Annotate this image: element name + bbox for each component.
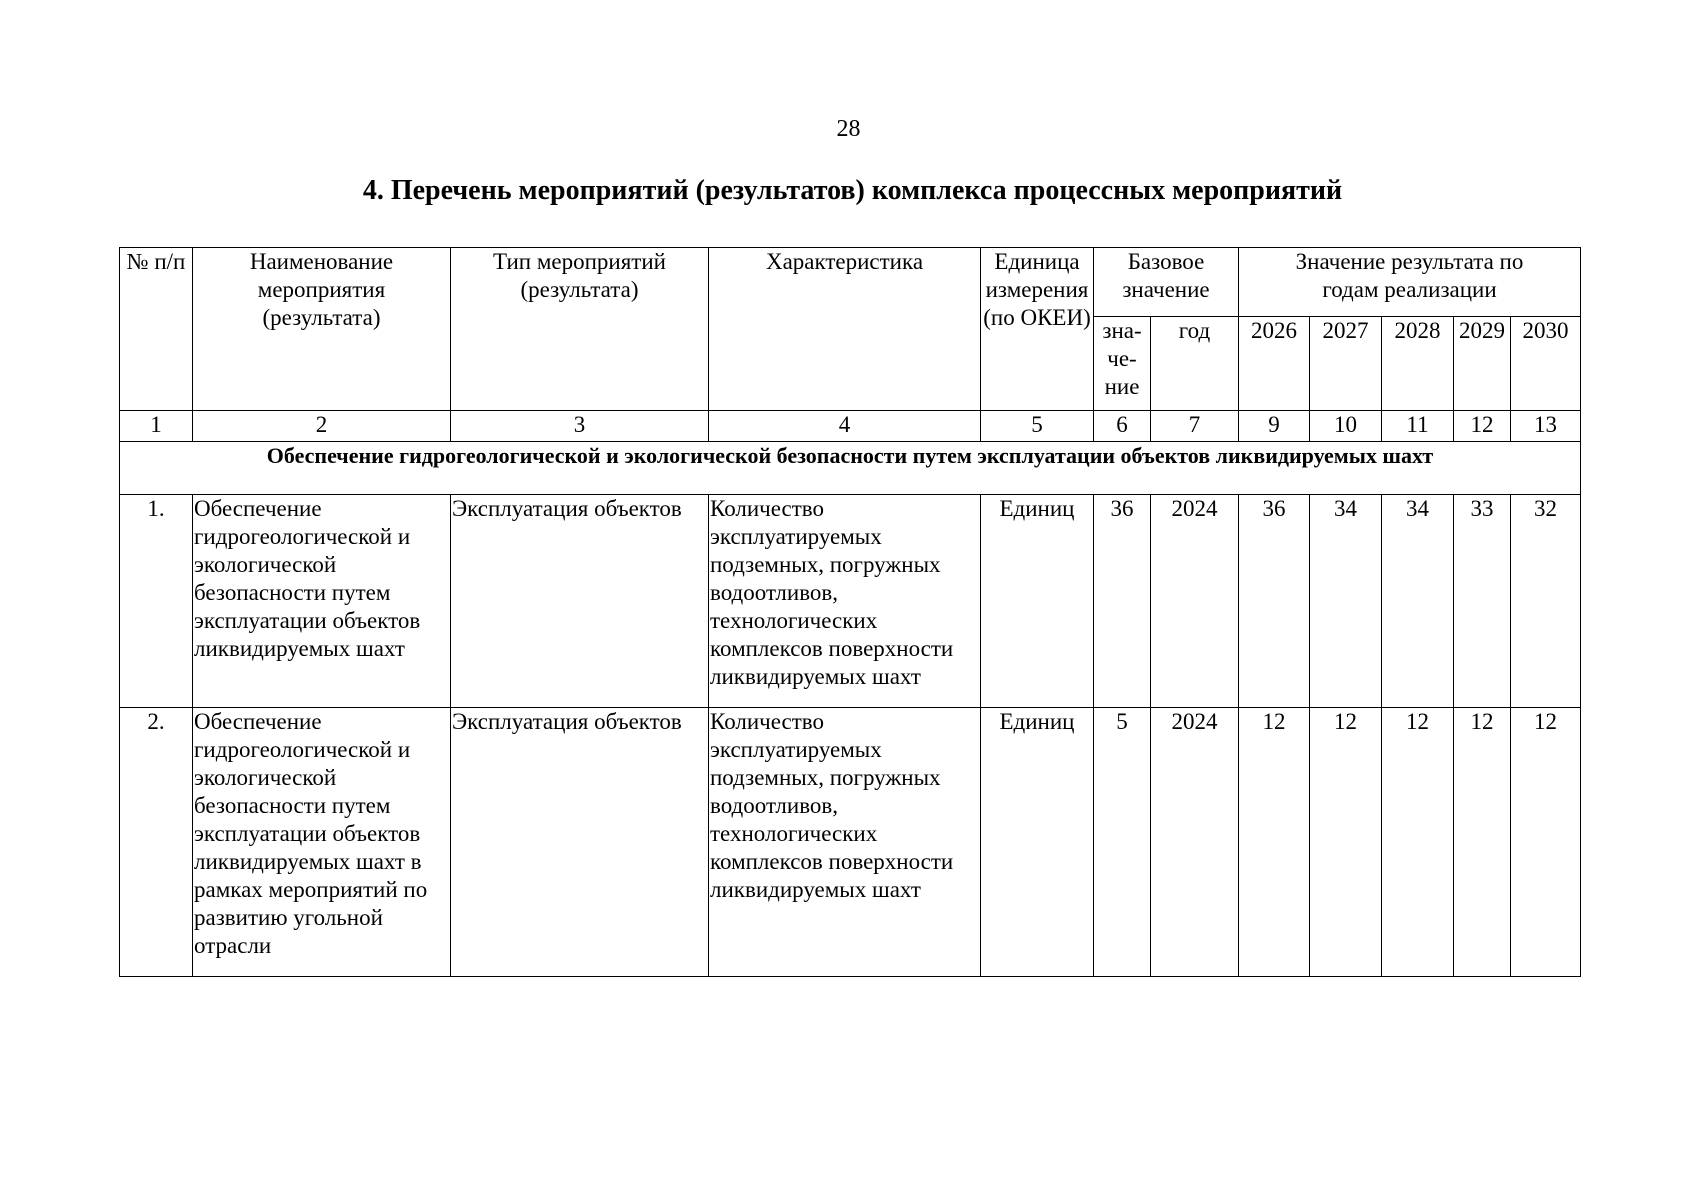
- column-number: 12: [1454, 411, 1511, 442]
- header-type: Тип мероприятий (результата): [451, 248, 709, 411]
- measures-table: [119, 247, 1581, 977]
- row-base-year: 2024: [1151, 495, 1239, 708]
- row-value-2026: 36: [1239, 495, 1310, 708]
- header-base-value: зна-че-ние: [1094, 317, 1151, 411]
- header-year-2026: 2026: [1239, 317, 1310, 411]
- header-year-2028: 2028: [1382, 317, 1454, 411]
- column-number: 10: [1310, 411, 1382, 442]
- row-characteristic: Количество эксплуатируемых подземных, погружных водоотливов, технологических комплексов поверхности ликвидируемых шахт: [709, 495, 981, 708]
- table-row: [120, 708, 1581, 977]
- column-number-row: [120, 411, 1581, 442]
- row-value-2030: 32: [1511, 495, 1581, 708]
- row-value-2026: 12: [1239, 708, 1310, 977]
- row-base-year: 2024: [1151, 708, 1239, 977]
- table-row: [120, 495, 1581, 708]
- row-type: Эксплуатация объектов: [451, 495, 709, 708]
- row-number: 1.: [120, 495, 193, 708]
- section-row: [120, 442, 1581, 495]
- header-unit: Единица измерения (по ОКЕИ): [981, 248, 1094, 411]
- page-number: 28: [836, 116, 861, 142]
- column-number: 6: [1094, 411, 1151, 442]
- column-number: 2: [193, 411, 451, 442]
- row-number: 2.: [120, 708, 193, 977]
- row-type: Эксплуатация объектов: [451, 708, 709, 977]
- header-characteristic: Характеристика: [709, 248, 981, 411]
- column-number: 4: [709, 411, 981, 442]
- row-name: Обеспечение гидрогеологической и экологической безопасности путем эксплуатации объектов ликвидируемых шахт в рамках мероприятий по развитию угольной отрасли: [193, 708, 451, 977]
- column-number: 5: [981, 411, 1094, 442]
- column-number: 1: [120, 411, 193, 442]
- header-year-2029: 2029: [1454, 317, 1511, 411]
- row-value-2030: 12: [1511, 708, 1581, 977]
- row-value-2027: 34: [1310, 495, 1382, 708]
- row-value-2027: 12: [1310, 708, 1382, 977]
- row-characteristic: Количество эксплуатируемых подземных, погружных водоотливов, технологических комплексов поверхности ликвидируемых шахт: [709, 708, 981, 977]
- column-number: 3: [451, 411, 709, 442]
- document-title: 4. Перечень мероприятий (результатов) комплекса процессных мероприятий: [362, 175, 1343, 206]
- row-base-value: 5: [1094, 708, 1151, 977]
- column-number: 7: [1151, 411, 1239, 442]
- header-row-top: [120, 248, 1581, 317]
- row-base-value: 36: [1094, 495, 1151, 708]
- header-year-2027: 2027: [1310, 317, 1382, 411]
- row-value-2028: 34: [1382, 495, 1454, 708]
- row-value-2029: 12: [1454, 708, 1511, 977]
- row-name: Обеспечение гидрогеологической и экологической безопасности путем эксплуатации объектов ликвидируемых шахт: [193, 495, 451, 708]
- header-result: Значение результата по годам реализации: [1239, 248, 1581, 317]
- header-name: Наименование мероприятия (результата): [193, 248, 451, 411]
- column-number: 9: [1239, 411, 1310, 442]
- column-number: 13: [1511, 411, 1581, 442]
- row-unit: Единиц: [981, 708, 1094, 977]
- row-value-2028: 12: [1382, 708, 1454, 977]
- row-unit: Единиц: [981, 495, 1094, 708]
- section-title: Обеспечение гидрогеологической и экологической безопасности путем эксплуатации объектов ликвидируемых шахт: [120, 442, 1581, 495]
- row-value-2029: 33: [1454, 495, 1511, 708]
- header-base: Базовое значение: [1094, 248, 1239, 317]
- column-number: 11: [1382, 411, 1454, 442]
- header-base-year: год: [1151, 317, 1239, 411]
- header-year-2030: 2030: [1511, 317, 1581, 411]
- header-num: № п/п: [120, 248, 193, 411]
